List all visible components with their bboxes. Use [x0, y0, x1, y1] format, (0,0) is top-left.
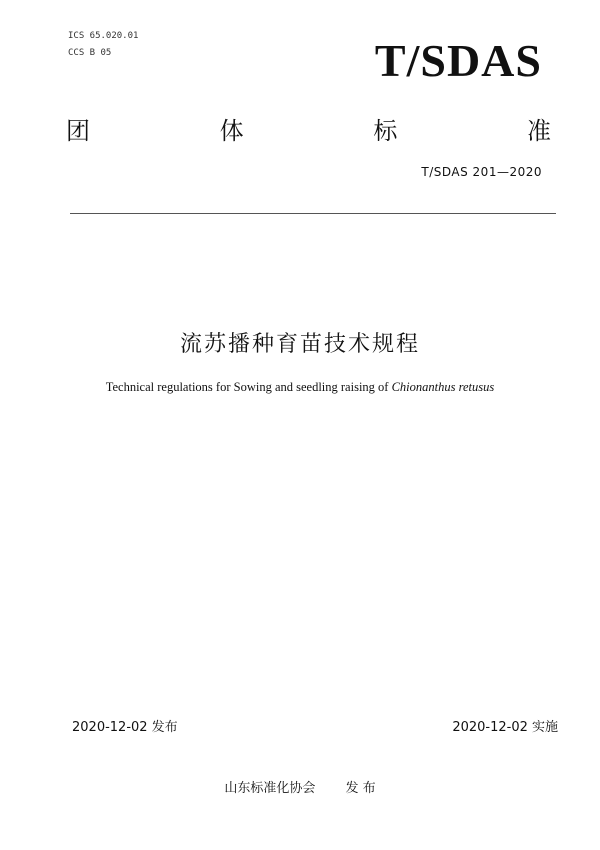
classification-codes [68, 28, 138, 62]
standard-type-char: 体 [219, 117, 244, 145]
standard-number: T/SDAS 201—2020 [421, 165, 542, 179]
header-divider [70, 213, 556, 214]
ics-code: ICS 65.020.01 [68, 31, 139, 41]
standard-type-char: 团 [66, 117, 90, 145]
title-english-prefix: Technical regulations for Sowing and seedling raising of [105, 380, 392, 394]
ccs-code: CCS B 05 [68, 48, 112, 58]
issue-date: 2020-12-02 发布 [72, 720, 178, 735]
title-english [0, 380, 600, 395]
species-name: Chionanthus retusus [391, 380, 495, 394]
publisher-line [0, 777, 600, 796]
standard-type-char: 准 [526, 117, 551, 145]
standard-brand: T/SDAS [374, 35, 542, 86]
standard-type-heading [66, 115, 551, 147]
implementation-date: 2020-12-02 实施 [452, 720, 558, 735]
publisher-org: 山东标准化协会 [224, 781, 316, 796]
standard-type-char: 标 [373, 117, 398, 145]
title-chinese: 流苏播种育苗技术规程 [179, 332, 420, 357]
publish-action: 发 布 [345, 781, 376, 796]
